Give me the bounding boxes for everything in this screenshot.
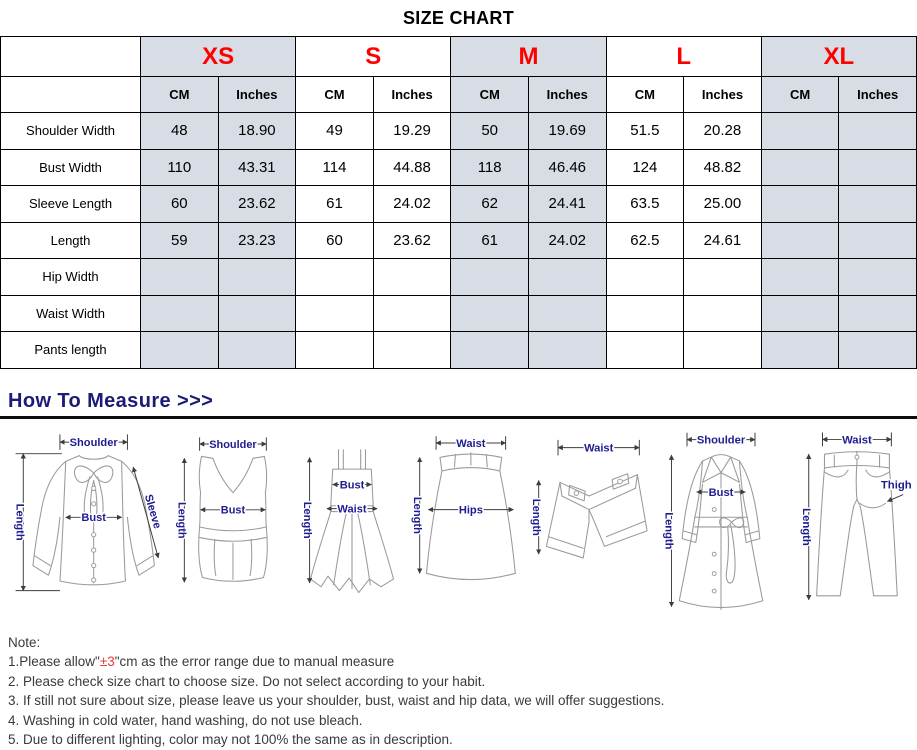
figure-pants xyxy=(793,425,913,627)
value-cell xyxy=(839,113,917,150)
value-cell: 51.5 xyxy=(606,113,684,150)
measure-label-bust: Bust xyxy=(340,478,365,491)
measure-label-shoulder: Shoulder xyxy=(696,433,745,446)
value-cell xyxy=(451,295,529,332)
page-title: SIZE CHART xyxy=(403,8,514,28)
value-cell: 61 xyxy=(296,186,374,223)
value-cell: 24.02 xyxy=(528,222,606,259)
value-cell xyxy=(839,259,917,296)
value-cell: 43.31 xyxy=(218,149,296,186)
measure-label-length: Length xyxy=(301,501,314,539)
note-1-pre: 1.Please allow" xyxy=(8,654,100,669)
figure-slip-dress xyxy=(298,425,406,627)
value-cell xyxy=(141,259,219,296)
note-line-2: 2. Please check size chart to choose size. Do not select according to your habit. xyxy=(8,673,486,689)
value-cell xyxy=(141,332,219,369)
measure-label-length: Length xyxy=(529,498,542,536)
measure-label-waist: Waist xyxy=(456,437,486,450)
figure-tank-top xyxy=(171,425,293,627)
size-table xyxy=(0,36,917,369)
value-cell xyxy=(373,295,451,332)
value-cell: 23.62 xyxy=(373,222,451,259)
unit-header-m-cm: CM xyxy=(451,77,529,113)
unit-header-row xyxy=(1,77,917,113)
measure-label-bust: Bust xyxy=(81,511,106,524)
measure-label-waist: Waist xyxy=(337,503,367,515)
table-row xyxy=(1,113,917,150)
value-cell: 48.82 xyxy=(684,149,762,186)
size-header-m: M xyxy=(451,37,606,77)
value-cell: 23.62 xyxy=(218,186,296,223)
measure-label-length: Length xyxy=(175,501,188,539)
value-cell: 110 xyxy=(141,149,219,186)
value-cell xyxy=(451,332,529,369)
value-cell xyxy=(839,149,917,186)
unit-header-xs-cm: CM xyxy=(141,77,219,113)
value-cell: 18.90 xyxy=(218,113,296,150)
note-line-1 xyxy=(8,652,917,672)
value-cell: 62.5 xyxy=(606,222,684,259)
value-cell: 50 xyxy=(451,113,529,150)
row-label-hip-width: Hip Width xyxy=(1,259,141,296)
row-label-pants-length: Pants length xyxy=(1,332,141,369)
measure-label-bust: Bust xyxy=(708,486,734,499)
measure-label-length: Length xyxy=(799,507,812,546)
value-cell xyxy=(684,295,762,332)
measure-label-shoulder: Shoulder xyxy=(209,438,257,451)
value-cell: 46.46 xyxy=(528,149,606,186)
table-row xyxy=(1,186,917,223)
unit-header-s-cm: CM xyxy=(296,77,374,113)
note-line-3: 3. If still not sure about size, please leave us your shoulder, bust, waist and hip data, we will offer suggestions. xyxy=(8,693,665,708)
value-cell: 25.00 xyxy=(684,186,762,223)
measure-label-waist: Waist xyxy=(842,433,872,446)
notes-section xyxy=(8,633,917,750)
measure-label-bust: Bust xyxy=(220,504,246,517)
how-to-measure-heading: How To Measure >>> xyxy=(8,389,214,412)
size-header-s: S xyxy=(296,37,451,77)
note-line-4: 4. Washing in cold water, hand washing, do not use bleach. xyxy=(8,712,363,728)
value-cell xyxy=(839,295,917,332)
note-line-5: 5. Due to different lighting, color may not 100% the same as in description. xyxy=(8,732,453,747)
value-cell: 63.5 xyxy=(606,186,684,223)
size-header-row xyxy=(1,37,917,77)
value-cell xyxy=(528,259,606,296)
value-cell xyxy=(296,259,374,296)
figure-skirt xyxy=(411,425,523,627)
figure-shorts xyxy=(529,425,649,627)
row-label-waist-width: Waist Width xyxy=(1,295,141,332)
unit-header-xs-inches: Inches xyxy=(218,77,296,113)
value-cell: 60 xyxy=(141,186,219,223)
value-cell: 60 xyxy=(296,222,374,259)
value-cell xyxy=(451,259,529,296)
value-cell xyxy=(839,332,917,369)
value-cell: 24.61 xyxy=(684,222,762,259)
size-header-xs: XS xyxy=(141,37,296,77)
table-row xyxy=(1,149,917,186)
value-cell xyxy=(606,259,684,296)
value-cell xyxy=(761,259,839,296)
row-label-shoulder-width: Shoulder Width xyxy=(1,113,141,150)
row-label-length: Length xyxy=(1,222,141,259)
value-cell xyxy=(761,149,839,186)
value-cell: 114 xyxy=(296,149,374,186)
note-1-post: "cm as the error range due to manual measure xyxy=(114,654,395,669)
measurement-figures xyxy=(0,419,917,631)
value-cell xyxy=(761,295,839,332)
measure-label-length: Length xyxy=(411,496,424,534)
value-cell: 49 xyxy=(296,113,374,150)
value-cell: 24.41 xyxy=(528,186,606,223)
value-cell: 62 xyxy=(451,186,529,223)
size-header-l: L xyxy=(606,37,761,77)
value-cell: 24.02 xyxy=(373,186,451,223)
value-cell xyxy=(761,186,839,223)
value-cell xyxy=(761,113,839,150)
notes-heading: Note: xyxy=(8,634,41,650)
value-cell: 19.69 xyxy=(528,113,606,150)
row-label-bust-width: Bust Width xyxy=(1,149,141,186)
unit-header-s-inches: Inches xyxy=(373,77,451,113)
size-header-xl: XL xyxy=(761,37,916,77)
value-cell xyxy=(528,295,606,332)
measure-label-thigh: Thigh xyxy=(880,479,912,492)
table-row xyxy=(1,259,917,296)
table-row xyxy=(1,222,917,259)
unit-header-l-cm: CM xyxy=(606,77,684,113)
value-cell xyxy=(606,332,684,369)
value-cell xyxy=(218,332,296,369)
value-cell xyxy=(296,295,374,332)
figure-trench-coat xyxy=(654,425,788,627)
unit-header-xl-inches: Inches xyxy=(839,77,917,113)
value-cell: 19.29 xyxy=(373,113,451,150)
row-label-sleeve-length: Sleeve Length xyxy=(1,186,141,223)
note-1-tolerance: ±3 xyxy=(99,654,115,669)
unit-header-l-inches: Inches xyxy=(684,77,762,113)
value-cell xyxy=(761,332,839,369)
value-cell xyxy=(839,222,917,259)
unit-header-xl-cm: CM xyxy=(761,77,839,113)
corner-cell-bottom xyxy=(1,77,141,113)
value-cell xyxy=(373,259,451,296)
unit-header-m-inches: Inches xyxy=(528,77,606,113)
value-cell: 48 xyxy=(141,113,219,150)
value-cell: 59 xyxy=(141,222,219,259)
value-cell xyxy=(373,332,451,369)
value-cell xyxy=(684,332,762,369)
value-cell xyxy=(218,259,296,296)
value-cell: 44.88 xyxy=(373,149,451,186)
value-cell xyxy=(684,259,762,296)
value-cell xyxy=(296,332,374,369)
value-cell: 23.23 xyxy=(218,222,296,259)
value-cell: 61 xyxy=(451,222,529,259)
value-cell xyxy=(761,222,839,259)
corner-cell-top xyxy=(1,37,141,77)
measure-label-length: Length xyxy=(662,511,675,549)
value-cell xyxy=(839,186,917,223)
value-cell: 20.28 xyxy=(684,113,762,150)
size-table-body xyxy=(1,37,917,369)
measure-label-length: Length xyxy=(13,503,26,541)
figure-blouse xyxy=(4,425,166,627)
table-row xyxy=(1,295,917,332)
value-cell xyxy=(218,295,296,332)
measure-label-shoulder: Shoulder xyxy=(69,436,118,449)
measure-label-sleeve: Sleeve xyxy=(141,492,164,530)
value-cell: 118 xyxy=(451,149,529,186)
measure-label-waist: Waist xyxy=(583,441,613,454)
value-cell xyxy=(528,332,606,369)
value-cell xyxy=(141,295,219,332)
value-cell: 124 xyxy=(606,149,684,186)
measure-label-hips: Hips xyxy=(459,503,484,516)
value-cell xyxy=(606,295,684,332)
table-row xyxy=(1,332,917,369)
